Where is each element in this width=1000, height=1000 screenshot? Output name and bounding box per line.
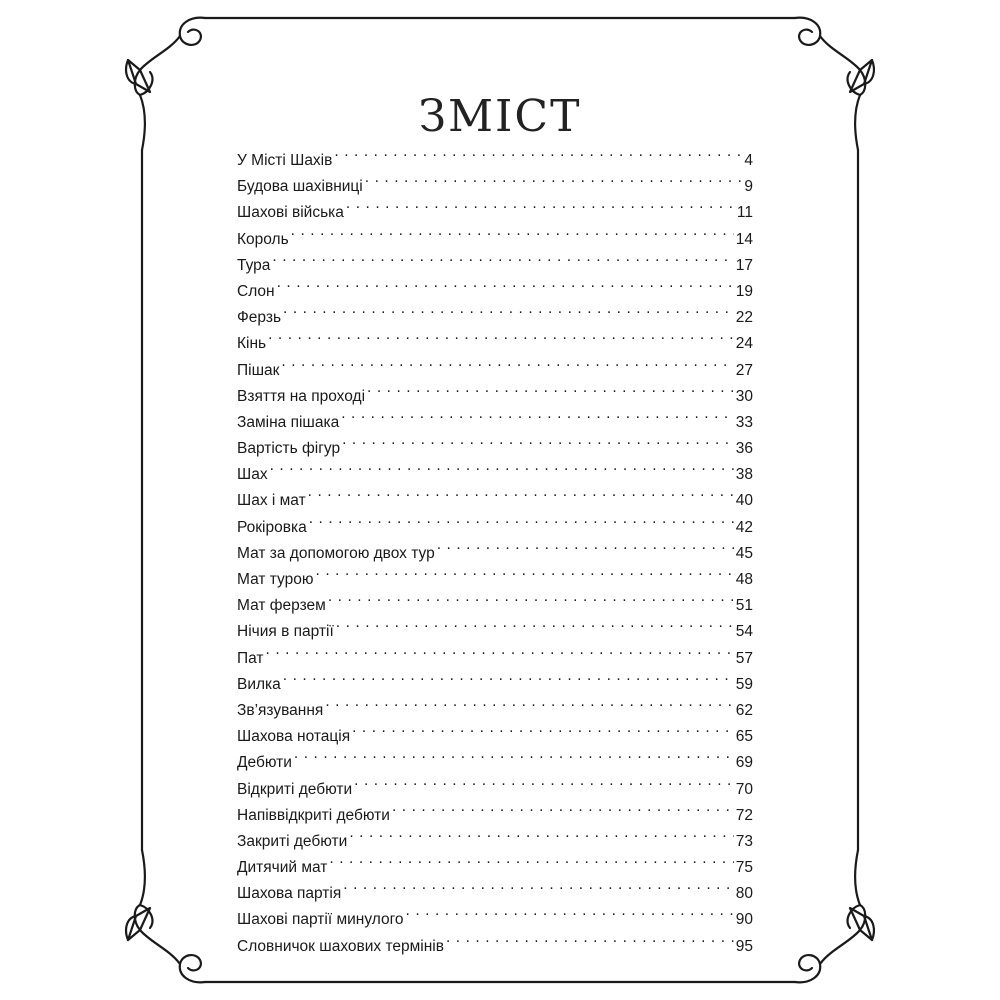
toc-entry [237, 453, 753, 484]
toc-entry [237, 532, 753, 562]
toc-dot-leader [343, 872, 734, 898]
toc-dot-leader [268, 322, 734, 348]
toc-dot-leader [341, 401, 734, 427]
toc-dot-leader [365, 165, 743, 191]
toc-entry-page-number: 4 [744, 152, 753, 169]
toc-dot-leader [283, 663, 734, 689]
toc-dot-leader [392, 794, 734, 820]
toc-entry-title: Відкриті дебюти [237, 780, 353, 798]
toc-entry [237, 689, 753, 719]
toc-entry-title: Шах і мат [237, 492, 306, 510]
toc-entry-title: Вилка [237, 675, 281, 693]
toc-entry-title: Шахова партія [237, 885, 342, 903]
frame-right-edge [855, 95, 860, 905]
toc-entry-title: Шах [237, 466, 268, 484]
toc-entry-title: Шахові війська [237, 204, 344, 222]
scroll-bottom-left-icon [126, 905, 205, 982]
toc-entry [237, 244, 753, 274]
toc-dot-leader [270, 453, 734, 479]
toc-entry-page-number: 30 [735, 387, 753, 405]
toc-dot-leader [437, 532, 734, 558]
scroll-bottom-right-icon [795, 905, 874, 982]
toc-entry [237, 637, 753, 667]
toc-entry-title: Дитячий мат [237, 859, 328, 877]
toc-entry-title: Кінь [237, 335, 267, 353]
toc-entry-page-number: 59 [735, 675, 753, 693]
toc-dot-leader [281, 349, 733, 375]
toc-entry-page-number: 22 [735, 309, 753, 327]
toc-entry-title: У Місті Шахів [237, 152, 333, 169]
toc-entry [237, 349, 753, 379]
toc-entry [237, 506, 753, 536]
toc-entry-page-number: 11 [736, 204, 753, 222]
toc-entry-title: Пішак [237, 361, 280, 379]
toc-entry-title: Ферзь [237, 309, 282, 327]
toc-entry [237, 768, 753, 798]
toc-entry-title: Шахові партії минулого [237, 911, 404, 929]
toc-entry-title: Закриті дебюти [237, 832, 348, 850]
toc-entry [237, 741, 753, 772]
toc-entry-title: Взяття на проході [237, 387, 366, 405]
toc-entry-page-number: 54 [735, 623, 753, 641]
toc-entry-title: Слон [237, 282, 275, 300]
toc-entry-page-number: 72 [735, 806, 753, 824]
toc-entry [237, 296, 753, 327]
toc-entry-page-number: 33 [735, 413, 753, 431]
toc-entry [237, 663, 753, 693]
toc-entry-page-number: 95 [735, 937, 753, 955]
toc-dot-leader [316, 558, 734, 584]
toc-dot-leader [346, 191, 735, 217]
toc-entry [237, 218, 753, 248]
toc-entry-page-number: 57 [735, 649, 753, 667]
toc-dot-leader [336, 610, 734, 636]
toc-entry-title: Мат турою [237, 571, 314, 588]
toc-entry [237, 270, 753, 300]
toc-entry [237, 322, 753, 353]
toc-dot-leader [272, 244, 733, 270]
toc-dot-leader [308, 479, 734, 505]
toc-entry-title: Пат [237, 649, 264, 667]
toc-entry-page-number: 38 [735, 466, 753, 484]
toc-entry-page-number: 19 [735, 282, 753, 300]
toc-entry-title: Напіввідкриті дебюти [237, 806, 390, 824]
toc-entry-title: Мат за допомогою двох тур [237, 544, 435, 562]
toc-entry-page-number: 75 [735, 859, 753, 877]
toc-dot-leader [291, 218, 734, 244]
toc-entry-page-number: 24 [735, 335, 753, 353]
toc-entry-title: Словничок шахових термінів [237, 937, 444, 955]
toc-dot-leader [294, 741, 734, 767]
toc-entry-page-number: 80 [735, 885, 753, 903]
frame-left-edge [140, 95, 145, 905]
toc-entry-page-number: 45 [735, 544, 753, 562]
toc-entry-title: Рокіровка [237, 518, 307, 536]
toc-dot-leader [328, 584, 734, 610]
toc-entry-page-number: 62 [735, 701, 753, 719]
toc-entry-title: Заміна пішака [237, 413, 340, 431]
toc-entry-title: Зв’язування [237, 701, 324, 719]
toc-entry [237, 479, 753, 510]
toc-entry-page-number: 27 [735, 361, 753, 379]
toc-entry-title: Мат ферзем [237, 597, 326, 615]
toc-entry-title: Тура [237, 256, 271, 274]
toc-entry-page-number: 40 [735, 492, 753, 510]
toc-dot-leader [277, 270, 734, 296]
toc-entry-page-number: 36 [735, 440, 753, 458]
toc-dot-leader [406, 898, 734, 924]
toc-entry-title: Дебюти [237, 754, 292, 772]
scroll-top-left-icon [126, 18, 205, 95]
toc-dot-leader [329, 846, 733, 872]
toc-dot-leader [446, 925, 734, 951]
page-title: ЗМІСТ [418, 91, 582, 143]
toc-entry-page-number: 69 [735, 754, 753, 772]
toc-entry [237, 375, 753, 405]
toc-entry-title: Король [237, 230, 289, 248]
toc-entry-page-number: 73 [735, 832, 753, 850]
toc-dot-leader [349, 820, 733, 846]
toc-dot-leader [334, 139, 742, 165]
toc-entry-title: Вартість фігур [237, 440, 341, 458]
toc-entry-page-number: 90 [735, 911, 753, 929]
toc-entry-page-number: 48 [735, 571, 753, 588]
toc-entry-page-number: 42 [735, 518, 753, 536]
toc-dot-leader [266, 637, 734, 663]
toc-entry-page-number: 9 [744, 178, 753, 196]
table-of-contents [237, 139, 753, 955]
toc-dot-leader [342, 427, 734, 453]
toc-entry-page-number: 17 [735, 256, 753, 274]
scroll-top-right-icon [795, 18, 874, 95]
toc-dot-leader [367, 375, 734, 401]
toc-entry-page-number: 70 [735, 780, 753, 798]
toc-entry-title: Шахова нотація [237, 728, 351, 746]
toc-dot-leader [354, 768, 734, 794]
toc-entry-page-number: 14 [735, 230, 753, 248]
toc-dot-leader [325, 689, 733, 715]
toc-entry-page-number: 51 [735, 597, 753, 615]
toc-entry [237, 139, 753, 169]
toc-dot-leader [283, 296, 734, 322]
toc-dot-leader [309, 506, 734, 532]
toc-entry-title: Будова шахівниці [237, 178, 363, 196]
toc-entry-page-number: 65 [735, 728, 753, 746]
toc-entry-title: Нічия в партії [237, 623, 334, 641]
toc-dot-leader [352, 715, 734, 741]
